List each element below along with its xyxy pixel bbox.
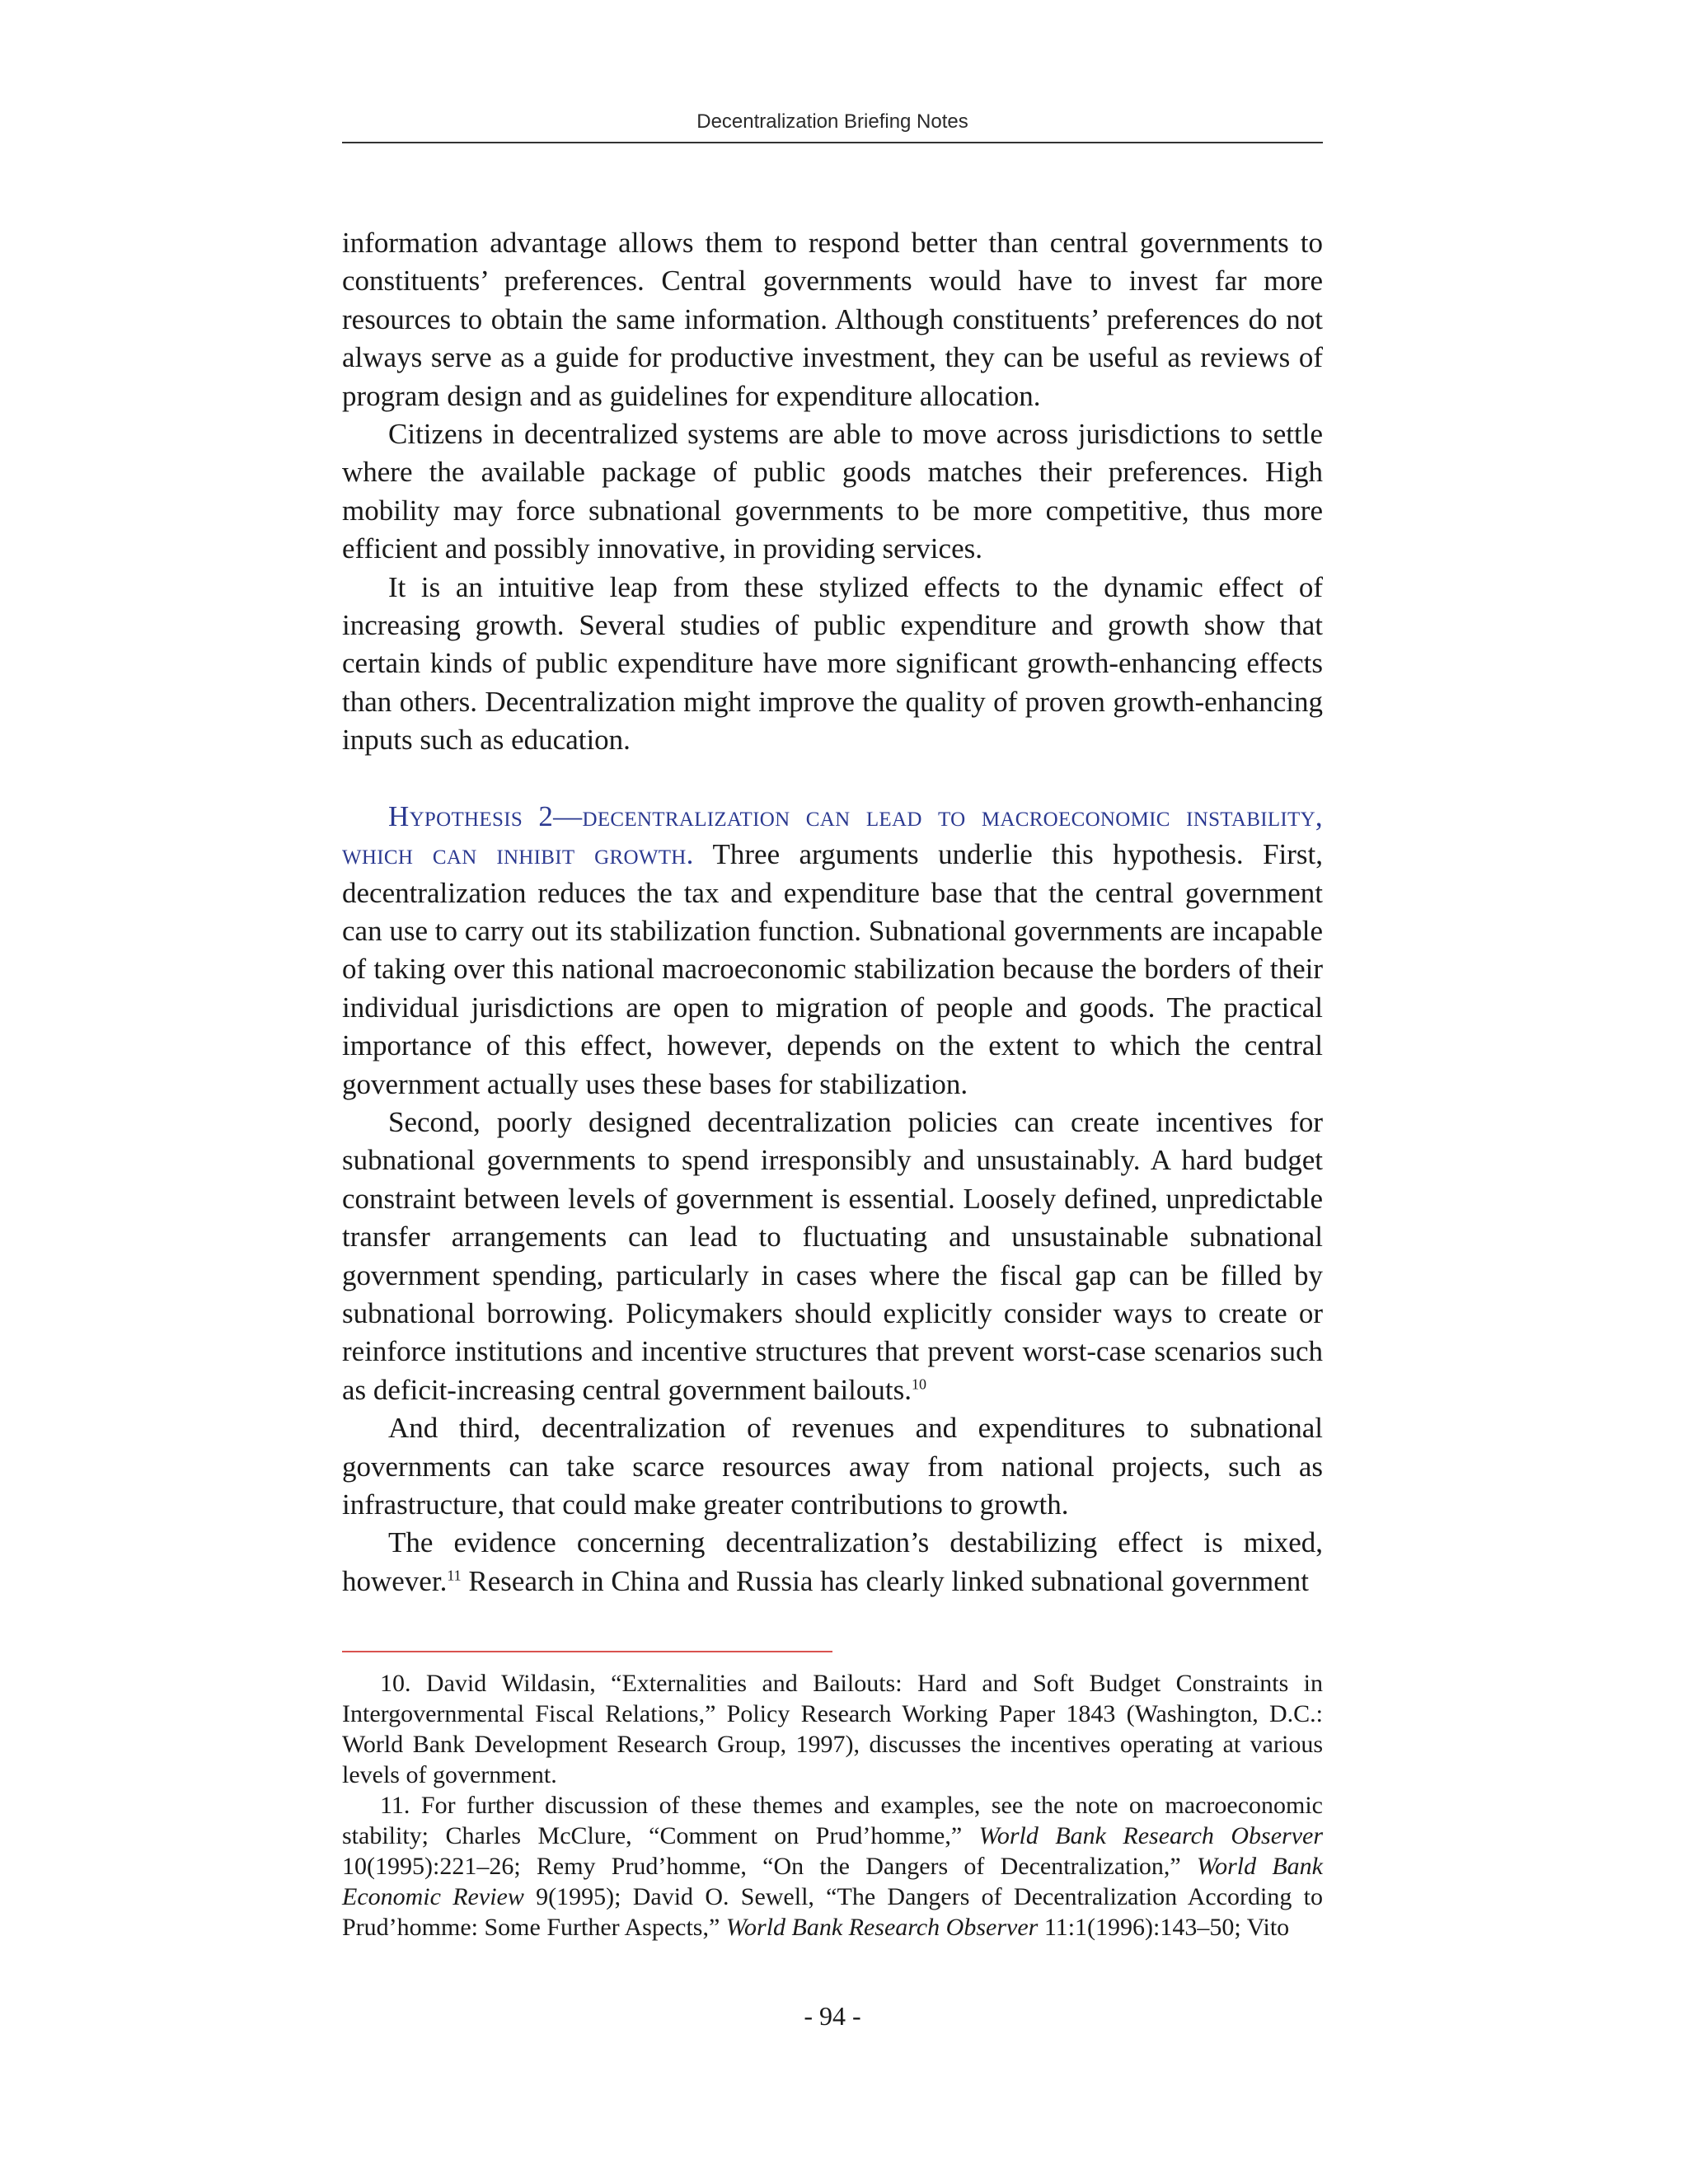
main-body-text	[342, 224, 1323, 1601]
paragraph-1: information advantage allows them to respond better than central governments to constituents’ preferences. Central governments would have to invest far more resources to obtain the same information. Although constituents’ preferences do not always serve as a guide for productive investment, they can be useful as reviews of program design and as guidelines for expenditure allocation.	[342, 227, 1323, 412]
footnote-ref-11: 11	[447, 1567, 462, 1584]
footnote-separator-rule	[342, 1651, 832, 1652]
paragraph-7-text-a: The evidence concerning decentralization’s destabilizing effect is mixed, however.	[342, 1526, 1323, 1597]
footnote-11-text-e: 9(1995); David O. Sewell, “The Dangers of Decentralization According to Prud’homme: Some Further Aspects,”	[342, 1883, 1323, 1941]
footnote-ref-10: 10	[912, 1376, 926, 1393]
paragraph-7	[342, 1524, 1323, 1601]
paragraph-3: It is an intuitive leap from these stylized effects to the dynamic effect of increasing growth. Several studies of public expenditure and growth show that certain kinds of public expenditure have more significant growth-enhancing effects than others. Decentralization might improve the quality of proven growth-enhancing inputs such as education.	[342, 570, 1323, 757]
paragraph-2: Citizens in decentralized systems are able to move across jurisdictions to settle where the available package of public goods matches their preferences. High mobility may force subnational governments to be more competitive, thus more efficient and possibly innovative, in providing services.	[342, 418, 1323, 565]
paragraph-6: And third, decentralization of revenues and expenditures to subnational governments can take scarce resources away from national projects, such as infrastructure, that could make greater contributions to growth.	[342, 1412, 1323, 1521]
footnote-10: 10. David Wildasin, “Externalities and Bailouts: Hard and Soft Budget Constraints in Intergovernmental Fiscal Relations,” Policy Research Working Paper 1843 (Washington, D.C.: World Bank Development Research Group, 1997), discusses the incentives operating at various levels of government.	[342, 1670, 1323, 1788]
paragraph-5-text: Second, poorly designed decentralization policies can create incentives for subnational governments to spend irresponsibly and unsustainably. A hard budget constraint between levels of government is essential. Loosely defined, unpredictable transfer arrangements can lead to fluctuating and unsustainable subnational government spending, particularly in cases where the fiscal gap can be filled by subnational borrowing. Policymakers should explicitly consider ways to create or reinforce institutions and incentive structures that prevent worst-case scenarios such as deficit-increasing central government bailouts.	[342, 1105, 1323, 1406]
footnote-11-journal-3: World Bank Research Observer	[725, 1914, 1039, 1941]
paragraph-5	[342, 1104, 1323, 1409]
footnote-11-journal-2: World Bank Economic Review	[342, 1853, 1323, 1910]
hypothesis-2-text: Three arguments underlie this hypothesis. First, decentralization reduces the tax and expenditure base that the central government can use to carry out its stabilization function. Subnational governments are incapable of taking over this national macroeconomic stabilization because the borders of their individual jurisdictions are open to migration of people and goods. The practical importance of this effect, however, depends on the extent to which the central government actually uses these bases for stabilization.	[342, 838, 1323, 1100]
header-rule	[342, 142, 1323, 143]
footnote-11-text-a: 11. For further discussion of these themes and examples, see the note on macroeconomic stability; Charles McClure, “Comment on Prud’homme,”	[342, 1792, 1323, 1849]
footnote-11-journal-1: World Bank Research Observer	[978, 1822, 1323, 1849]
running-header-title: Decentralization Briefing Notes	[696, 110, 968, 133]
footnote-11	[342, 1790, 1323, 1943]
footnote-11-text-g: 11:1(1996):143–50; Vito	[1038, 1914, 1290, 1941]
paragraph-hypothesis-2	[342, 798, 1323, 1104]
footnotes	[342, 1668, 1323, 1943]
paragraph-7-text-b: Research in China and Russia has clearly linked subnational government	[461, 1564, 1310, 1597]
hypothesis-2-heading: Hypothesis 2—decentralization can lead to macroeconomic instability, which can inhibit growth.	[342, 799, 1323, 871]
page-number: - 94 -	[804, 2001, 861, 2031]
footnote-11-text-c: 10(1995):221–26; Remy Prud’homme, “On the Dangers of Decentralization,”	[342, 1853, 1197, 1880]
